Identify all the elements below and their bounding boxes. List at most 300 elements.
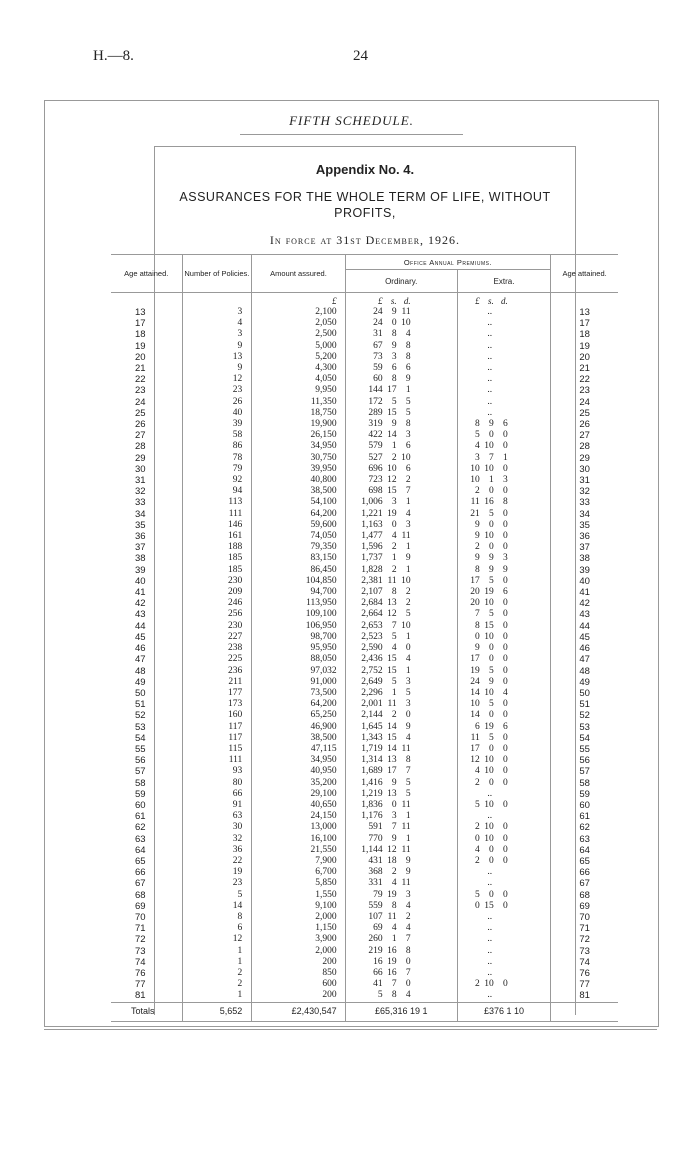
table-row	[111, 497, 618, 508]
age-cell: 57	[135, 766, 146, 778]
table-row	[111, 699, 618, 710]
policies-cell: 92	[182, 475, 252, 486]
amount-cell: 40,800	[252, 475, 345, 486]
policies-cell: 2	[182, 979, 252, 990]
age-cell: 32	[135, 486, 146, 498]
policies-cell: 66	[182, 789, 252, 800]
amount-cell: 74,050	[252, 531, 345, 542]
age-cell: 47	[135, 654, 146, 666]
extra-premium-cell: ..	[457, 408, 550, 419]
policies-cell: 111	[182, 755, 252, 766]
age-cell: 46	[135, 643, 146, 655]
amount-cell: 59,600	[252, 520, 345, 531]
policies-cell: 211	[182, 677, 252, 688]
ordinary-premium-cell: 2,296 1 5	[345, 688, 457, 699]
policies-cell: 113	[182, 497, 252, 508]
age-cell: 27	[135, 430, 146, 442]
age-cell-right: 32	[551, 486, 618, 497]
totals-policies: 5,652	[182, 1002, 252, 1021]
age-cell-right: 61	[551, 811, 618, 822]
table-row	[111, 363, 618, 374]
policies-cell: 39	[182, 419, 252, 430]
extra-premium-cell: ..	[457, 811, 550, 822]
ordinary-premium-cell: 107 11 2	[345, 912, 457, 923]
extra-premium-cell: 20 19 6	[457, 587, 550, 598]
ordinary-premium-cell: 319 9 8	[345, 419, 457, 430]
table-row	[111, 318, 618, 329]
extra-premium-cell: 9 10 0	[457, 531, 550, 542]
amount-cell: 113,950	[252, 598, 345, 609]
totals-row	[111, 1002, 618, 1021]
age-cell-right: 42	[551, 598, 618, 609]
age-cell-right: 18	[551, 329, 618, 340]
ordinary-premium-cell: 1,719 14 11	[345, 744, 457, 755]
page-number: 24	[353, 48, 368, 64]
age-cell-right: 20	[551, 352, 618, 363]
extra-premium-cell: 2 0 0	[457, 486, 550, 497]
age-cell: 45	[135, 631, 146, 643]
table-row	[111, 856, 618, 867]
policies-cell: 2	[182, 968, 252, 979]
policies-cell: 1	[182, 957, 252, 968]
policies-cell: 40	[182, 408, 252, 419]
age-cell-right: 27	[551, 430, 618, 441]
ordinary-premium-cell: 431 18 9	[345, 856, 457, 867]
amount-cell: 106,950	[252, 621, 345, 632]
in-force-prefix: In force at	[269, 233, 337, 247]
age-cell: 23	[135, 385, 146, 397]
policies-cell: 117	[182, 722, 252, 733]
age-cell-right: 17	[551, 318, 618, 329]
table-row	[111, 811, 618, 822]
policies-cell: 230	[182, 576, 252, 587]
amount-cell: 13,000	[252, 822, 345, 833]
age-cell: 22	[135, 374, 146, 386]
assurance-table	[111, 254, 618, 1022]
table-row	[111, 722, 618, 733]
extra-premium-cell: ..	[457, 934, 550, 945]
amount-cell: 79,350	[252, 542, 345, 553]
ordinary-premium-cell: 66 16 7	[345, 968, 457, 979]
policies-cell: 94	[182, 486, 252, 497]
amount-cell: 39,950	[252, 464, 345, 475]
extra-premium-cell: 5 10 0	[457, 800, 550, 811]
age-cell: 42	[135, 598, 146, 610]
policies-cell: 225	[182, 654, 252, 665]
table-row	[111, 878, 618, 889]
age-cell: 51	[135, 699, 146, 711]
table-row	[111, 307, 618, 318]
amount-cell: 7,900	[252, 856, 345, 867]
amount-cell: 97,032	[252, 666, 345, 677]
extra-premium-cell: 10 5 0	[457, 699, 550, 710]
amount-cell: 5,200	[252, 352, 345, 363]
table-row	[111, 654, 618, 665]
age-cell-right: 65	[551, 856, 618, 867]
amount-cell: 35,200	[252, 778, 345, 789]
extra-premium-cell: 8 9 9	[457, 565, 550, 576]
ordinary-premium-cell: 1,416 9 5	[345, 778, 457, 789]
extra-premium-cell: 0 10 0	[457, 632, 550, 643]
amount-cell: 5,850	[252, 878, 345, 889]
table-row	[111, 867, 618, 878]
age-cell-right: 33	[551, 497, 618, 508]
age-cell-right: 57	[551, 766, 618, 777]
age-cell-right: 51	[551, 699, 618, 710]
age-cell-right: 47	[551, 654, 618, 665]
policies-cell: 14	[182, 901, 252, 912]
age-cell-right: 35	[551, 520, 618, 531]
extra-premium-cell: 5 0 0	[457, 430, 550, 441]
totals-label: Totals	[111, 1002, 182, 1021]
age-cell-right: 73	[551, 946, 618, 957]
amount-cell: 9,100	[252, 901, 345, 912]
ordinary-premium-cell: 1,645 14 9	[345, 722, 457, 733]
age-cell: 38	[135, 553, 146, 565]
amount-cell: 91,000	[252, 677, 345, 688]
ordinary-premium-cell: 1,477 4 11	[345, 531, 457, 542]
age-cell: 41	[135, 587, 146, 599]
extra-premium-cell: 2 0 0	[457, 778, 550, 789]
ordinary-premium-cell: 289 15 5	[345, 408, 457, 419]
in-force-date: 31st December, 1926.	[336, 233, 461, 247]
table-row	[111, 710, 618, 721]
extra-premium-cell: 24 9 0	[457, 677, 550, 688]
ordinary-premium-cell: 60 8 9	[345, 374, 457, 385]
extra-premium-cell: 11 16 8	[457, 497, 550, 508]
age-cell: 43	[135, 609, 146, 621]
age-cell: 52	[135, 710, 146, 722]
table-row	[111, 475, 618, 486]
age-cell: 21	[135, 363, 146, 375]
policies-cell: 230	[182, 621, 252, 632]
age-cell: 54	[135, 732, 146, 744]
age-cell-right: 29	[551, 453, 618, 464]
age-cell-right: 76	[551, 968, 618, 979]
age-cell-right: 34	[551, 509, 618, 520]
amount-cell: 1,550	[252, 890, 345, 901]
extra-premium-cell: ..	[457, 397, 550, 408]
policies-cell: 256	[182, 609, 252, 620]
policies-cell: 8	[182, 912, 252, 923]
age-cell-right: 41	[551, 587, 618, 598]
age-cell-right: 74	[551, 957, 618, 968]
age-cell: 65	[135, 855, 146, 867]
amount-cell: 4,300	[252, 363, 345, 374]
in-force-line	[155, 233, 575, 248]
extra-premium-cell: 9 0 0	[457, 520, 550, 531]
table-row	[111, 509, 618, 520]
age-cell: 31	[135, 475, 146, 487]
amount-cell: 850	[252, 968, 345, 979]
age-cell-right: 28	[551, 441, 618, 452]
extra-premium-cell: ..	[457, 385, 550, 396]
ordinary-premium-cell: 1,689 17 7	[345, 766, 457, 777]
age-cell: 36	[135, 531, 146, 543]
age-cell-right: 68	[551, 890, 618, 901]
age-cell-right: 26	[551, 419, 618, 430]
policies-cell: 12	[182, 934, 252, 945]
extra-premium-cell: ..	[457, 968, 550, 979]
policies-cell: 91	[182, 800, 252, 811]
age-cell-right: 31	[551, 475, 618, 486]
ordinary-premium-cell: 219 16 8	[345, 946, 457, 957]
ordinary-premium-cell: 1,596 2 1	[345, 542, 457, 553]
ordinary-premium-cell: 260 1 7	[345, 934, 457, 945]
table-row	[111, 464, 618, 475]
table-row	[111, 643, 618, 654]
ordinary-premium-cell: 41 7 0	[345, 979, 457, 990]
ordinary-premium-cell: 1,836 0 11	[345, 800, 457, 811]
ordinary-premium-cell: 368 2 9	[345, 867, 457, 878]
extra-premium-cell: 8 15 0	[457, 621, 550, 632]
amount-cell: 86,450	[252, 565, 345, 576]
extra-premium-cell: 8 9 6	[457, 419, 550, 430]
ordinary-premium-cell: 1,221 19 4	[345, 509, 457, 520]
age-cell: 69	[135, 900, 146, 912]
age-cell: 40	[135, 575, 146, 587]
ordinary-premium-cell: 67 9 8	[345, 341, 457, 352]
age-cell: 35	[135, 519, 146, 531]
extra-premium-cell: 17 5 0	[457, 576, 550, 587]
age-cell: 61	[135, 811, 146, 823]
extra-premium-cell: 14 0 0	[457, 710, 550, 721]
amount-cell: 64,200	[252, 699, 345, 710]
age-cell: 58	[135, 777, 146, 789]
table-body	[111, 293, 618, 1003]
amount-cell: 4,050	[252, 374, 345, 385]
table-row	[111, 441, 618, 452]
policies-cell: 185	[182, 553, 252, 564]
age-cell: 49	[135, 676, 146, 688]
age-cell-right: 52	[551, 710, 618, 721]
col-header-age-right: Age attained.	[551, 255, 618, 293]
age-cell: 37	[135, 542, 146, 554]
table-row	[111, 666, 618, 677]
policies-cell: 9	[182, 363, 252, 374]
age-cell-right: 58	[551, 778, 618, 789]
extra-premium-cell: ..	[457, 363, 550, 374]
amount-cell: 98,700	[252, 632, 345, 643]
age-cell: 20	[135, 351, 146, 363]
ordinary-premium-cell: 422 14 3	[345, 430, 457, 441]
table-row	[111, 778, 618, 789]
table-row	[111, 923, 618, 934]
amount-cell: 34,950	[252, 441, 345, 452]
table-row	[111, 845, 618, 856]
extra-premium-cell: ..	[457, 789, 550, 800]
age-cell-right: 60	[551, 800, 618, 811]
age-cell: 59	[135, 788, 146, 800]
age-cell-right: 62	[551, 822, 618, 833]
policies-cell: 173	[182, 699, 252, 710]
ordinary-premium-cell: 2,590 4 0	[345, 643, 457, 654]
appendix-title: Appendix No. 4.	[315, 162, 415, 177]
age-cell: 53	[135, 721, 146, 733]
table-row	[111, 890, 618, 901]
age-cell: 71	[135, 923, 146, 935]
amount-cell: 40,950	[252, 766, 345, 777]
amount-pound-symbol: £	[252, 293, 345, 308]
policies-cell: 177	[182, 688, 252, 699]
extra-premium-cell: 6 19 6	[457, 722, 550, 733]
age-cell: 33	[135, 497, 146, 509]
ordinary-premium-cell: 1,828 2 1	[345, 565, 457, 576]
policies-cell: 4	[182, 318, 252, 329]
extra-premium-cell: 17 0 0	[457, 744, 550, 755]
policies-cell: 185	[182, 565, 252, 576]
extra-premium-cell: 2 0 0	[457, 542, 550, 553]
age-cell: 81	[135, 990, 146, 1002]
totals-amount: £2,430,547	[252, 1002, 345, 1021]
table-row	[111, 979, 618, 990]
totals-extra: £376 1 10	[457, 1002, 550, 1021]
extra-premium-cell: ..	[457, 307, 550, 318]
extra-premium-cell: 4 10 0	[457, 441, 550, 452]
ordinary-premium-cell: 1,176 3 1	[345, 811, 457, 822]
amount-cell: 3,900	[252, 934, 345, 945]
policies-cell: 5	[182, 890, 252, 901]
schedule-frame	[44, 100, 659, 1027]
age-cell-right: 21	[551, 363, 618, 374]
ordinary-premium-cell: 2,381 11 10	[345, 576, 457, 587]
ordinary-premium-cell: 696 10 6	[345, 464, 457, 475]
ordinary-premium-cell: 144 17 1	[345, 385, 457, 396]
extra-premium-cell: 9 0 0	[457, 643, 550, 654]
age-cell-right: 69	[551, 901, 618, 912]
ordinary-premium-cell: 559 8 4	[345, 901, 457, 912]
extra-premium-cell: 14 10 4	[457, 688, 550, 699]
policies-cell: 161	[182, 531, 252, 542]
policies-cell: 23	[182, 385, 252, 396]
age-cell-right: 55	[551, 744, 618, 755]
table-row	[111, 587, 618, 598]
table-row	[111, 912, 618, 923]
age-cell: 44	[135, 620, 146, 632]
age-cell-right: 30	[551, 464, 618, 475]
extra-premium-cell: ..	[457, 341, 550, 352]
ordinary-premium-cell: 2,144 2 0	[345, 710, 457, 721]
age-cell-right: 77	[551, 979, 618, 990]
document-reference: H.—8.	[93, 48, 134, 64]
table-row	[111, 744, 618, 755]
policies-cell: 115	[182, 744, 252, 755]
policies-cell: 1	[182, 990, 252, 1002]
amount-cell: 88,050	[252, 654, 345, 665]
ordinary-premium-cell: 2,752 15 1	[345, 666, 457, 677]
age-cell-right: 46	[551, 643, 618, 654]
amount-cell: 34,950	[252, 755, 345, 766]
table-row	[111, 408, 618, 419]
policies-cell: 58	[182, 430, 252, 441]
age-cell: 48	[135, 665, 146, 677]
extra-premium-cell: 12 10 0	[457, 755, 550, 766]
ordinary-premium-cell: 5 8 4	[345, 990, 457, 1002]
age-cell: 18	[135, 329, 146, 341]
age-cell-right: 43	[551, 609, 618, 620]
ordinary-premium-cell: 59 6 6	[345, 363, 457, 374]
col-header-premiums: Office Annual Premiums.	[345, 255, 551, 270]
ordinary-premium-cell: 31 8 4	[345, 329, 457, 340]
age-cell-right: 19	[551, 341, 618, 352]
extra-currency: £ s. d.	[457, 293, 550, 308]
table-row	[111, 800, 618, 811]
amount-cell: 1,150	[252, 923, 345, 934]
policies-cell: 23	[182, 878, 252, 889]
ordinary-premium-cell: 1,314 13 8	[345, 755, 457, 766]
extra-premium-cell: 7 5 0	[457, 609, 550, 620]
amount-cell: 2,050	[252, 318, 345, 329]
age-cell-right: 50	[551, 688, 618, 699]
amount-cell: 83,150	[252, 553, 345, 564]
ordinary-premium-cell: 527 2 10	[345, 453, 457, 464]
amount-cell: 2,100	[252, 307, 345, 318]
table-row	[111, 329, 618, 340]
extra-premium-cell: ..	[457, 867, 550, 878]
age-cell: 66	[135, 867, 146, 879]
col-header-policies: Number of Policies.	[182, 255, 252, 293]
age-cell-right: 36	[551, 531, 618, 542]
amount-cell: 200	[252, 990, 345, 1002]
extra-premium-cell: ..	[457, 990, 550, 1002]
age-cell: 76	[135, 967, 146, 979]
age-cell: 56	[135, 755, 146, 767]
table-row	[111, 934, 618, 945]
extra-premium-cell: ..	[457, 912, 550, 923]
ordinary-premium-cell: 69 4 4	[345, 923, 457, 934]
age-cell-right: 71	[551, 923, 618, 934]
age-cell-right: 70	[551, 912, 618, 923]
policies-cell: 160	[182, 710, 252, 721]
age-cell-right: 45	[551, 632, 618, 643]
age-cell-right: 67	[551, 878, 618, 889]
amount-cell: 2,000	[252, 912, 345, 923]
age-cell-right: 40	[551, 576, 618, 587]
ordinary-premium-cell: 172 5 5	[345, 397, 457, 408]
age-cell-right: 23	[551, 385, 618, 396]
ordinary-premium-cell: 2,001 11 3	[345, 699, 457, 710]
policies-cell: 13	[182, 352, 252, 363]
amount-cell: 38,500	[252, 486, 345, 497]
age-cell-right: 25	[551, 408, 618, 419]
age-cell-right: 56	[551, 755, 618, 766]
amount-cell: 104,850	[252, 576, 345, 587]
extra-premium-cell: 20 10 0	[457, 598, 550, 609]
age-cell: 68	[135, 889, 146, 901]
age-cell: 19	[135, 340, 146, 352]
policies-cell: 209	[182, 587, 252, 598]
age-cell: 63	[135, 833, 146, 845]
age-cell: 67	[135, 878, 146, 890]
table-row	[111, 542, 618, 553]
extra-premium-cell: 5 0 0	[457, 890, 550, 901]
age-cell-right: 64	[551, 845, 618, 856]
divider	[240, 134, 463, 135]
age-cell: 72	[135, 934, 146, 946]
age-cell-right: 38	[551, 553, 618, 564]
age-cell: 60	[135, 799, 146, 811]
extra-premium-cell: ..	[457, 318, 550, 329]
policies-cell: 3	[182, 307, 252, 318]
ordinary-premium-cell: 770 9 1	[345, 834, 457, 845]
ordinary-premium-cell: 1,006 3 1	[345, 497, 457, 508]
extra-premium-cell: ..	[457, 352, 550, 363]
table-row	[111, 968, 618, 979]
ordinary-premium-cell: 723 12 2	[345, 475, 457, 486]
extra-premium-cell: 4 10 0	[457, 766, 550, 777]
policies-cell: 12	[182, 374, 252, 385]
ordinary-premium-cell: 1,737 1 9	[345, 553, 457, 564]
